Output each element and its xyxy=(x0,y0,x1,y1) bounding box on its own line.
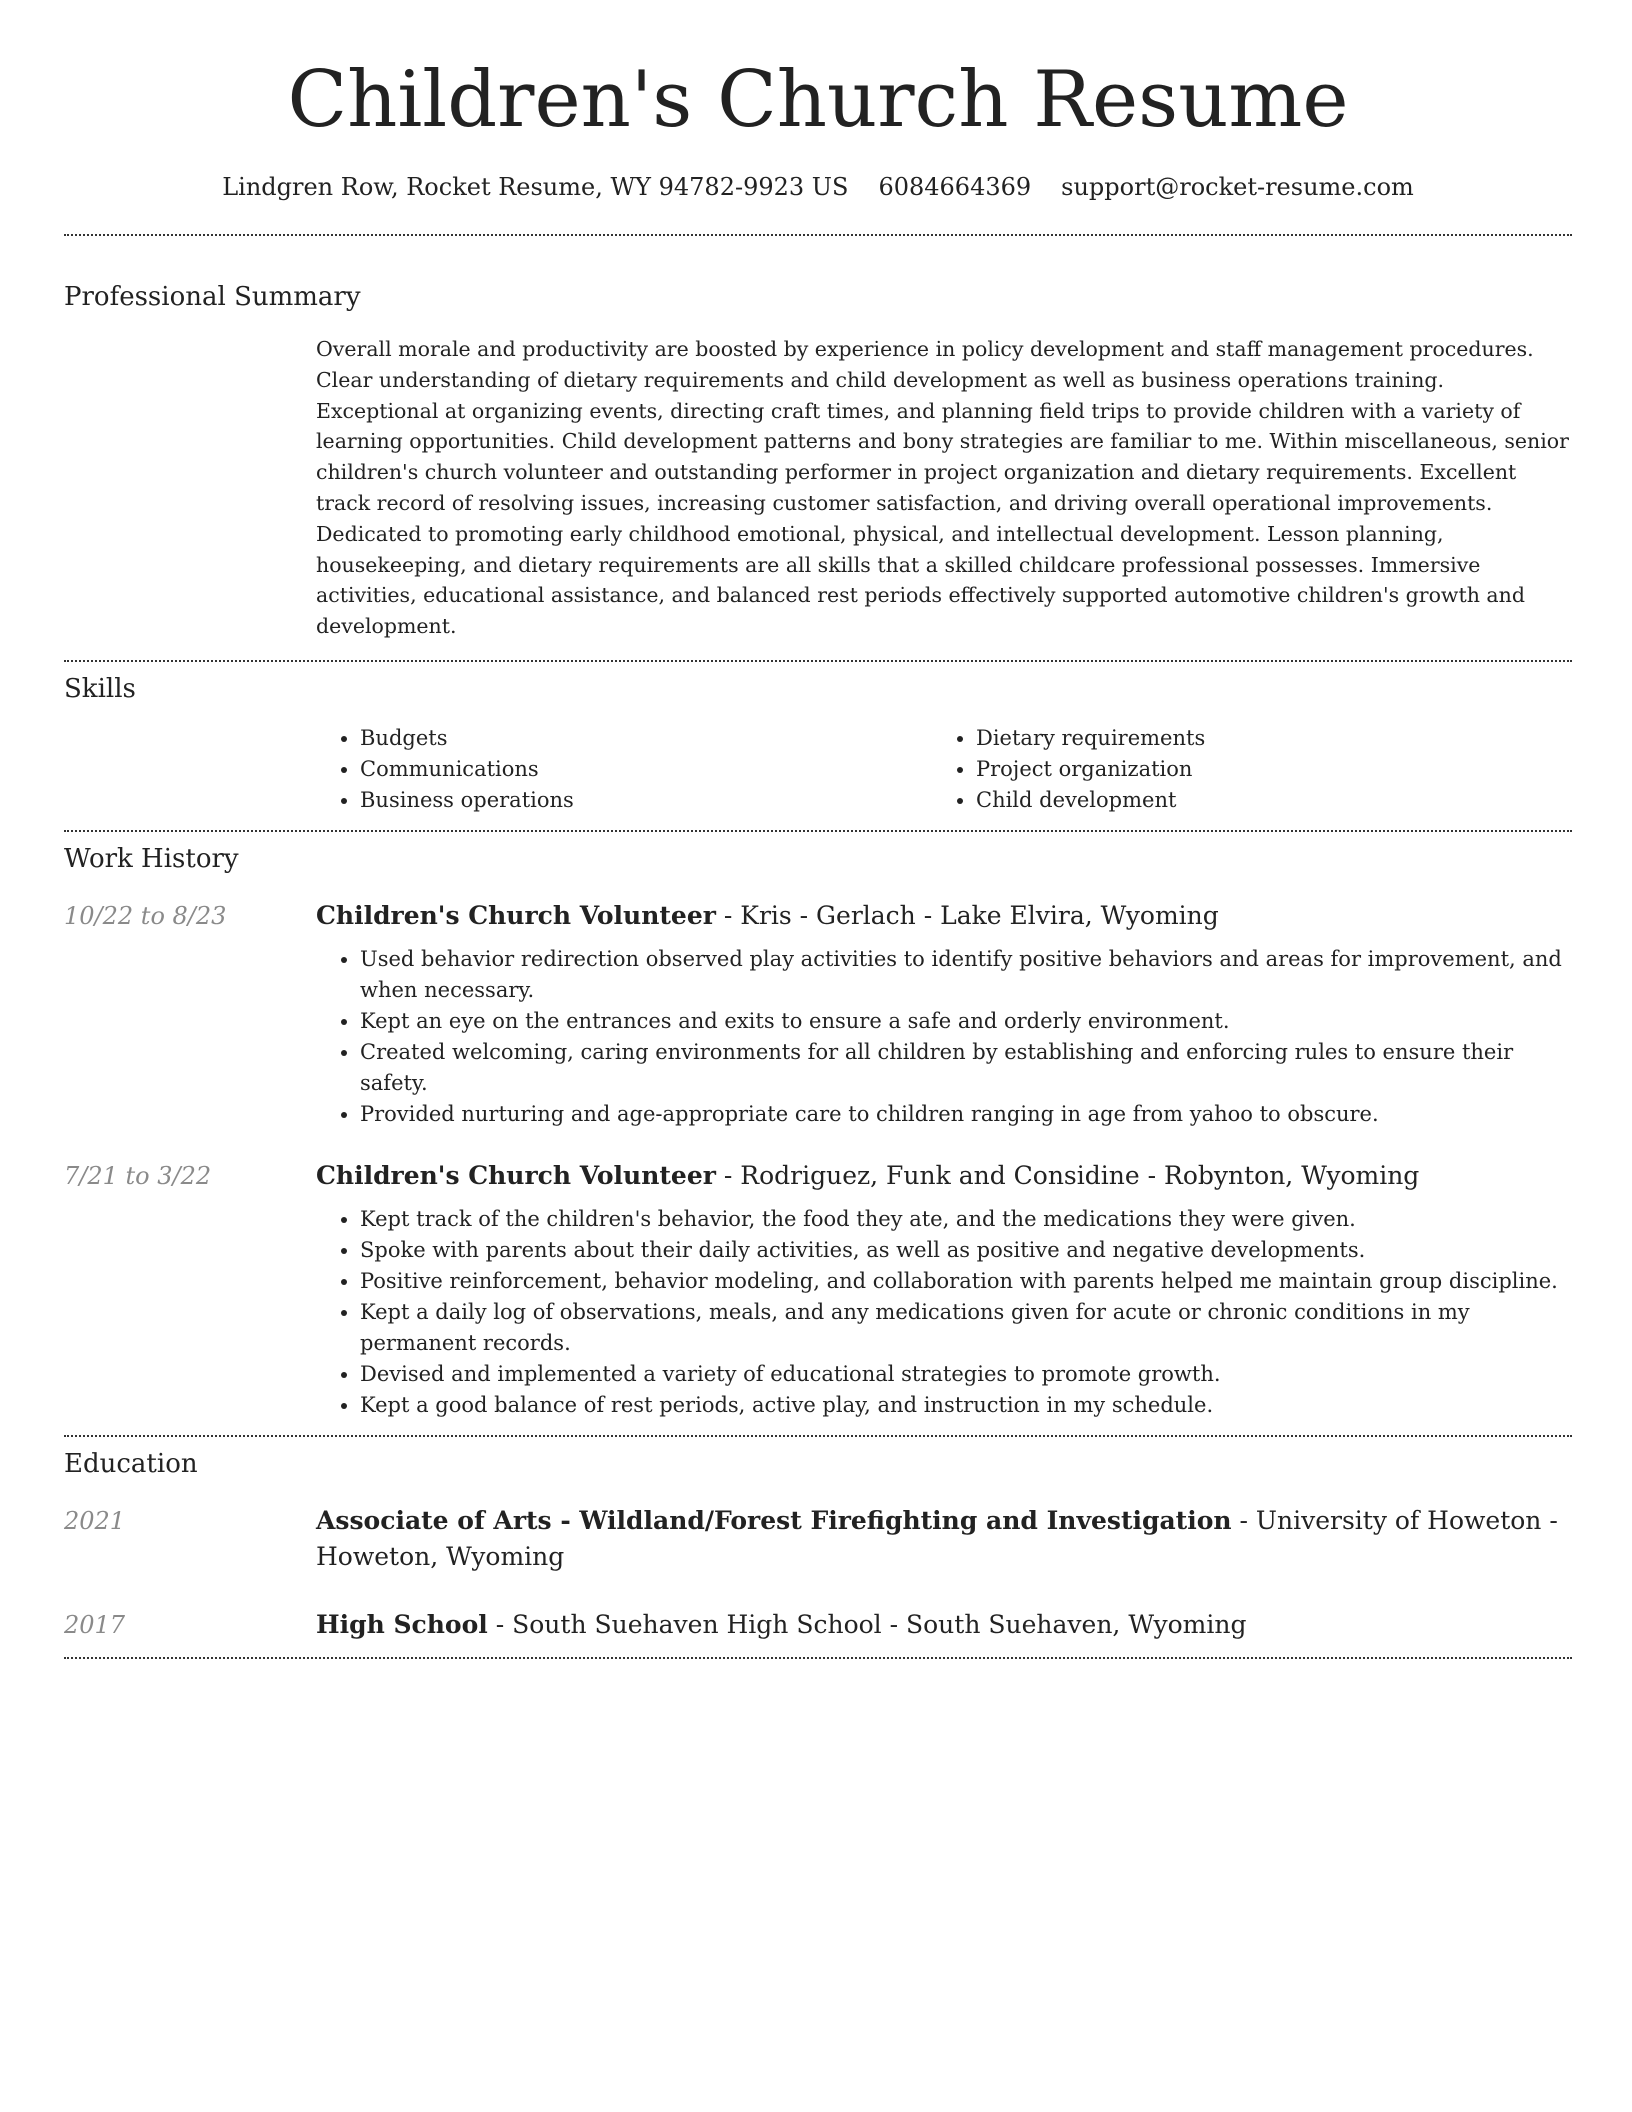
job-bullet: • Kept a good balance of rest periods, active play, and instruction in my schedule. xyxy=(360,1390,1572,1421)
job-dates: 7/21 to 3/22 xyxy=(64,1161,212,1190)
education-degree: High School xyxy=(316,1609,488,1639)
job-bullet: • Provided nurturing and age-appropriate care to children ranging in age from yahoo to obscure. xyxy=(360,1099,1572,1130)
section-title-summary: Professional Summary xyxy=(64,282,361,312)
education-heading xyxy=(316,1607,1572,1643)
job-bullets xyxy=(316,1204,1572,1421)
contact-line xyxy=(64,170,1572,204)
resume-title: Children's Church Resume xyxy=(287,55,1349,145)
job-entry xyxy=(64,898,1572,1130)
skill-item: • Communications xyxy=(360,754,932,785)
education-year: 2017 xyxy=(64,1610,126,1639)
education-entry xyxy=(64,1503,1572,1575)
skill-item: • Business operations xyxy=(360,785,932,816)
job-heading xyxy=(316,898,1572,934)
job-bullet: • Kept an eye on the entrances and exits to ensure a safe and orderly environment. xyxy=(360,1006,1572,1037)
skills-columns xyxy=(316,723,1572,816)
education-school: - University of Howeton - Howeton, Wyoming xyxy=(316,1505,1558,1571)
summary-section xyxy=(64,280,1572,642)
section-title-education: Education xyxy=(64,1448,198,1479)
skill-item: • Dietary requirements xyxy=(976,723,1548,754)
education-degree: Associate of Arts - Wildland/Forest Firefighting and Investigation xyxy=(316,1505,1232,1535)
job-body xyxy=(316,898,1572,1130)
section-title-skills: Skills xyxy=(64,673,136,704)
education-year: 2021 xyxy=(64,1506,126,1535)
education-entry xyxy=(64,1607,1572,1643)
job-bullet: • Used behavior redirection observed play activities to identify positive behaviors and areas for improvement, and when necessary. xyxy=(360,944,1572,1006)
contact-address: Lindgren Row, Rocket Resume, WY 94782-9923 US xyxy=(222,173,849,201)
job-company: - Rodriguez, Funk and Considine - Robynton, Wyoming xyxy=(715,1160,1420,1190)
divider xyxy=(64,660,1572,662)
job-bullet: • Spoke with parents about their daily activities, as well as positive and negative developments. xyxy=(360,1235,1572,1266)
job-dates: 10/22 to 8/23 xyxy=(64,901,227,930)
job-bullet: • Kept a daily log of observations, meals, and any medications given for acute or chronic conditions in my permanent records. xyxy=(360,1297,1572,1359)
job-bullet: • Kept track of the children's behavior, the food they ate, and the medications they were given. xyxy=(360,1204,1572,1235)
resume-header xyxy=(64,0,1572,204)
divider xyxy=(64,1435,1572,1437)
skill-item: • Child development xyxy=(976,785,1548,816)
job-title: Children's Church Volunteer xyxy=(316,900,716,930)
job-bullet: • Devised and implemented a variety of educational strategies to promote growth. xyxy=(360,1359,1572,1390)
work-section xyxy=(64,842,1572,1421)
education-section xyxy=(64,1447,1572,1643)
section-title-work: Work History xyxy=(64,843,239,874)
job-heading xyxy=(316,1158,1572,1194)
skills-list-right xyxy=(932,723,1548,816)
skills-section xyxy=(64,672,1572,816)
job-entry xyxy=(64,1158,1572,1421)
education-school: - South Suehaven High School - South Suehaven, Wyoming xyxy=(487,1609,1247,1639)
skill-item: • Project organization xyxy=(976,754,1548,785)
job-bullet: • Created welcoming, caring environments for all children by establishing and enforcing rules to ensure their safety. xyxy=(360,1037,1572,1099)
skill-item: • Budgets xyxy=(360,723,932,754)
divider xyxy=(64,234,1572,236)
job-title: Children's Church Volunteer xyxy=(316,1160,716,1190)
education-heading xyxy=(316,1503,1572,1575)
summary-text: Overall morale and productivity are boosted by experience in policy development and staff management procedures. Clear understanding of dietary requirements and child development as well as business operations training. Exceptional at organizing events, directing craft times, and planning field trips to provide children with a variety of learning opportunities. Child development patterns and bony strategies are familiar to me. Within miscellaneous, senior children's church volunteer and outstanding performer in project organization and dietary requirements. Excellent track record of resolving issues, increasing customer satisfaction, and driving overall operational improvements. Dedicated to promoting early childhood emotional, physical, and intellectual development. Lesson planning, housekeeping, and dietary requirements are all skills that a skilled childcare professional possesses. Immersive activities, educational assistance, and balanced rest periods effectively supported automotive children's growth and development. xyxy=(316,337,1569,639)
job-body xyxy=(316,1158,1572,1421)
divider xyxy=(64,830,1572,832)
contact-phone: 6084664369 xyxy=(878,173,1032,201)
job-bullet: • Positive reinforcement, behavior modeling, and collaboration with parents helped me maintain group discipline. xyxy=(360,1266,1572,1297)
resume-page xyxy=(64,0,1572,1659)
divider xyxy=(64,1657,1572,1659)
job-company: - Kris - Gerlach - Lake Elvira, Wyoming xyxy=(715,900,1219,930)
contact-email[interactable]: support@rocket-resume.com xyxy=(1061,173,1414,201)
job-bullets xyxy=(316,944,1572,1130)
skills-list-left xyxy=(316,723,932,816)
